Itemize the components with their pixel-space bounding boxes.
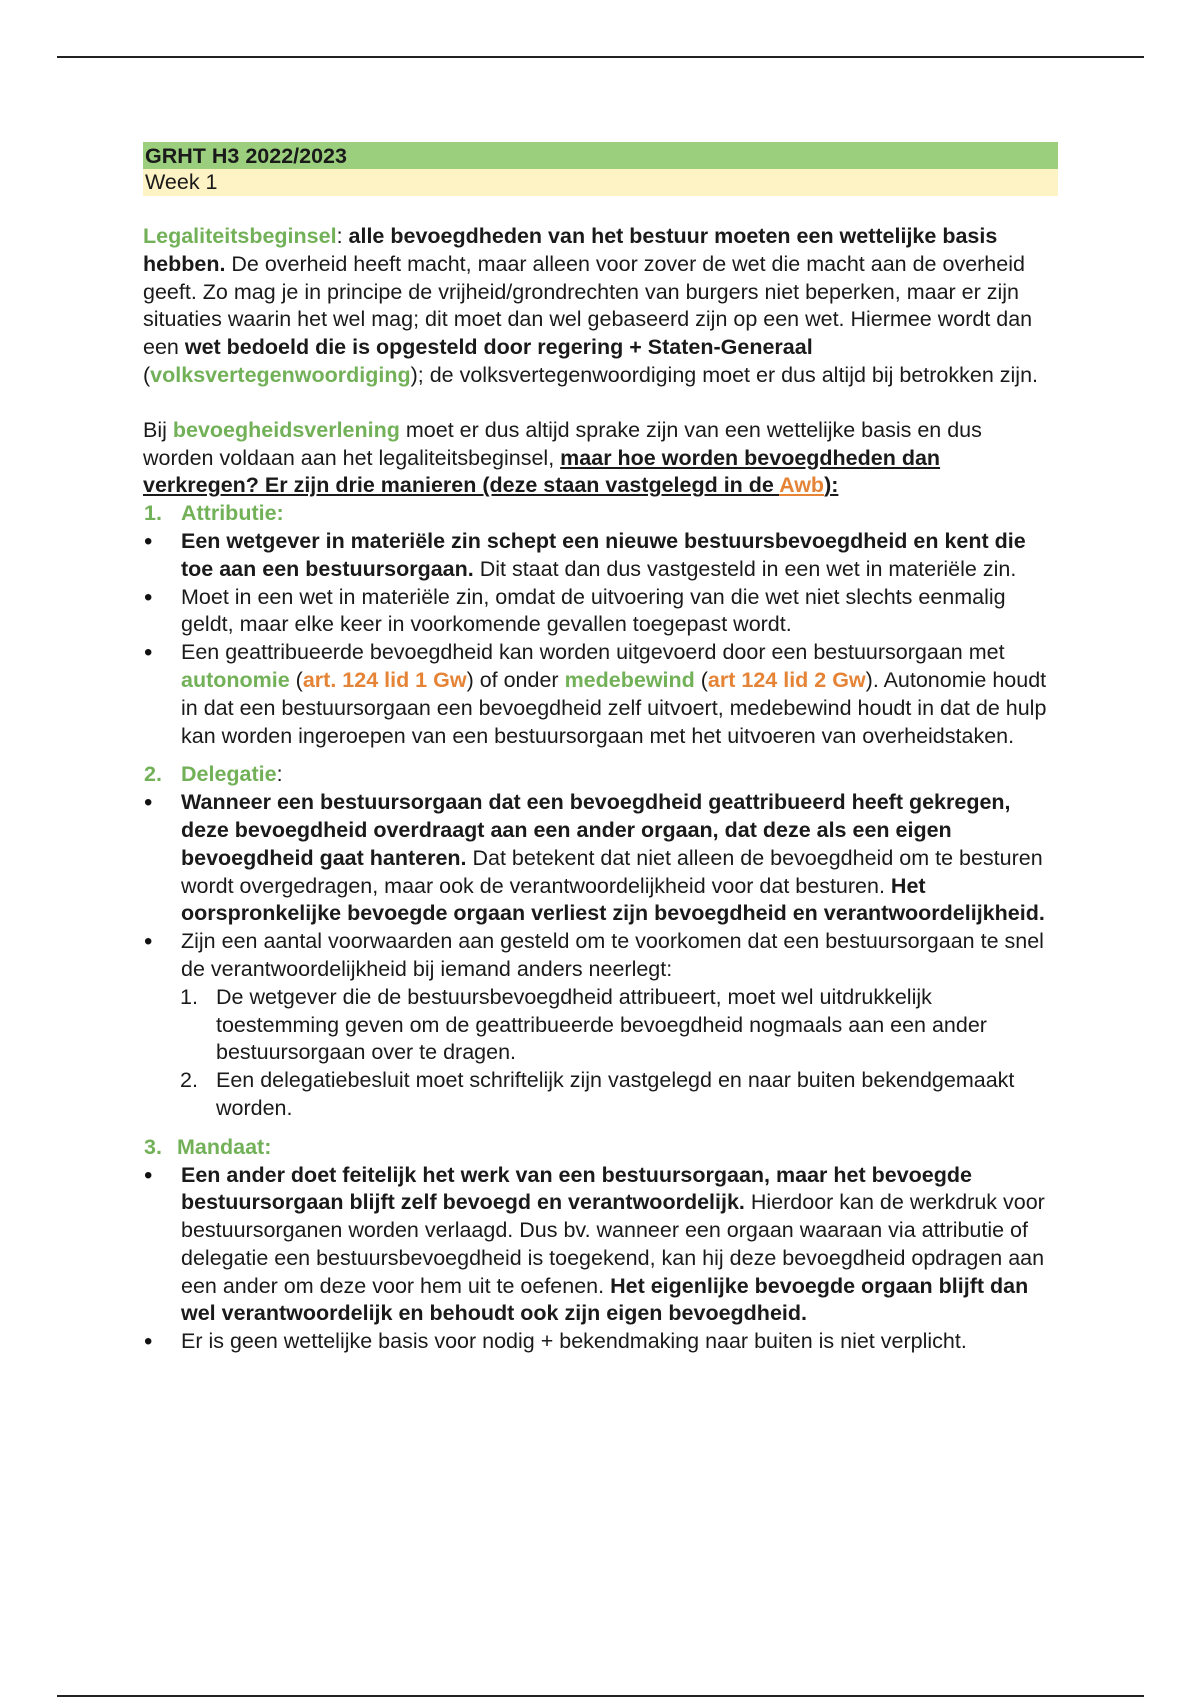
week-label: Week 1 bbox=[143, 169, 1058, 196]
bullet-icon: • bbox=[144, 1161, 153, 1189]
list-item: • Moet in een wet in materiële zin, omdat de uitvoering van die wet niet slechts eenmalig geldt, maar elke keer in voorkomende gevallen toegepast wordt. bbox=[143, 584, 1058, 640]
section-heading-mandaat: 3. Mandaat: bbox=[144, 1134, 272, 1159]
document-page bbox=[143, 142, 1058, 1356]
bullet-icon: • bbox=[144, 1328, 153, 1356]
term-legaliteitsbeginsel: Legaliteitsbeginsel bbox=[143, 224, 337, 248]
list-item: • Er is geen wettelijke basis voor nodig + bekendmaking naar buiten is niet verplicht. bbox=[144, 1328, 967, 1356]
list-item: • Zijn een aantal voorwaarden aan gesteld om te voorkomen dat een bestuursorgaan te snel de verantwoordelijkheid bij iemand anders neerlegt: bbox=[143, 928, 1058, 984]
numbered-sub-item: 2. Een delegatiebesluit moet schriftelijk zijn vastgelegd en naar buiten bekendgemaakt worden. bbox=[180, 1068, 1015, 1120]
bottom-rule bbox=[57, 1695, 1144, 1697]
section-heading-attributie: 1. Attributie: bbox=[144, 501, 284, 526]
intro-paragraph: Legaliteitsbeginsel: alle bevoegdheden van het bestuur moeten een wettelijke basis hebben. De overheid heeft macht, maar alleen voor zover de wet die macht aan de overheid geeft. Zo mag je in principe de vrijheid/grondrechten van burgers niet beperken, maar er zijn situaties waarin het wel mag; dit moet dan wel gebaseerd zijn op een wet. Hiermee wordt dan een wet bedoeld die is opgesteld door regering + Staten-Generaal (volksvertegenwoordiging); de volksvertegenwoordiging moet er dus altijd bij betrokken zijn. bbox=[143, 224, 1039, 387]
list-item: • Wanneer een bestuursorgaan dat een bevoegdheid geattribueerd heeft gekregen, deze bevoegdheid overdraagt aan een ander orgaan, dat deze als een eigen bevoegdheid gaat hanteren. Dat betekent dat niet alleen de bevoegdheid om te besturen wordt overgedragen, maar ook de verantwoordelijkheid voor dat besturen. Het oorspronkelijke bevoegde orgaan verliest zijn bevoegdheid en verantwoordelijkheid. bbox=[143, 789, 1058, 928]
numbered-sub-item: 1. De wetgever die de bestuursbevoegdheid attribueert, moet wel uitdrukkelijk toestemming geven om de geattribueerde bevoegdheid nogmaals aan een ander bestuursorgaan over te dragen. bbox=[180, 984, 987, 1065]
list-item: • Een wetgever in materiële zin schept een nieuwe bestuursbevoegdheid en kent die toe aan een bestuursorgaan. Dit staat dan dus vastgesteld in een wet in materiële zin. bbox=[143, 528, 1058, 584]
bullet-icon: • bbox=[144, 789, 153, 817]
bullet-icon: • bbox=[144, 928, 153, 956]
top-rule bbox=[57, 56, 1144, 58]
document-title: GRHT H3 2022/2023 bbox=[143, 142, 1058, 169]
list-item: • Een ander doet feitelijk het werk van een bestuursorgaan, maar het bevoegde bestuursorgaan blijft zelf bevoegd en verantwoordelijk. Hierdoor kan de werkdruk voor bestuursorganen worden verlaagd. Dus bv. wanneer een orgaan waaraan via attributie of delegatie een bestuursbevoegdheid is toegekend, kan hij deze bevoegdheid opdragen aan een ander om deze voor hem uit te oefenen. Het eigenlijke bevoegde orgaan blijft dan wel verantwoordelijk en behoudt ook zijn eigen bevoegdheid. bbox=[143, 1162, 1058, 1329]
term-volksvertegenwoordiging: volksvertegenwoordiging bbox=[150, 362, 411, 387]
verlening-paragraph: Bij bevoegheidsverlening moet er dus altijd sprake zijn van een wettelijke basis en dus worden voldaan aan het legaliteitsbeginsel, maar hoe worden bevoegdheden dan verkregen? Er zijn drie manieren (deze staan vastgelegd in de Awb): bbox=[143, 417, 982, 498]
bullet-icon: • bbox=[144, 639, 153, 667]
bullet-icon: • bbox=[144, 527, 153, 555]
section-heading-delegatie: 2. Delegatie: bbox=[144, 762, 283, 787]
bullet-icon: • bbox=[144, 583, 153, 611]
term-awb: Awb bbox=[779, 473, 825, 498]
list-item: • Een geattribueerde bevoegdheid kan worden uitgevoerd door een bestuursorgaan met autonomie (art. 124 lid 1 Gw) of onder medebewind (art 124 lid 2 Gw). Autonomie houdt in dat een bestuursorgaan een bevoegdheid zelf uitvoert, medebewind houdt in dat de hulp kan worden ingeroepen van een bestuursorgaan met het uitvoeren van overheidstaken. bbox=[143, 639, 1058, 750]
term-bevoegheidsverlening: bevoegheidsverlening bbox=[172, 417, 400, 442]
